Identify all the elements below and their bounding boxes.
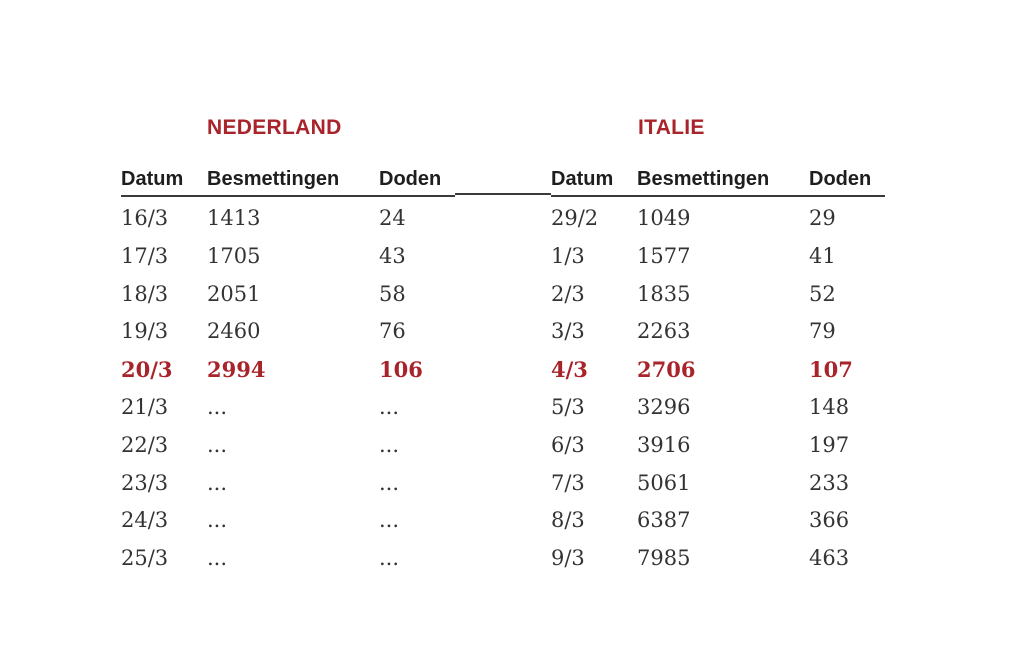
cell-datum: 5/3 (551, 394, 585, 419)
cell-datum: 29/2 (551, 206, 599, 230)
table-row (121, 273, 455, 311)
cell-datum: 3/3 (551, 319, 585, 344)
cell-datum: 17/3 (121, 243, 169, 268)
cell-besmettingen: 6387 (637, 508, 691, 533)
cell-datum: 22/3 (121, 432, 169, 457)
table-row (121, 537, 455, 575)
cell-besmettingen: 2460 (207, 319, 261, 344)
italie-title: ITALIE (638, 116, 705, 139)
cell-datum: 16/3 (121, 206, 169, 230)
header-besmettingen: Besmettingen (637, 168, 770, 190)
header-datum: Datum (551, 168, 614, 190)
cell-doden: 24 (379, 206, 406, 230)
table-row (121, 310, 455, 348)
cell-doden: 58 (379, 281, 406, 306)
table-row (121, 235, 455, 273)
cell-datum: 7/3 (551, 470, 585, 495)
cell-besmettingen: 7985 (637, 546, 691, 571)
header-datum: Datum (121, 168, 184, 190)
italie-rows (551, 197, 885, 575)
cell-besmettingen: 3916 (637, 432, 691, 457)
cell-datum: 19/3 (121, 319, 169, 344)
table-row (551, 386, 885, 424)
cell-doden: 41 (809, 243, 836, 268)
nederland-header-row (121, 168, 455, 197)
cell-doden: ... (379, 432, 400, 457)
cell-datum: 6/3 (551, 432, 585, 457)
table-row (551, 310, 885, 348)
cell-datum: 9/3 (551, 546, 585, 571)
header-besmettingen: Besmettingen (207, 168, 340, 190)
cell-doden: 79 (809, 319, 836, 344)
cell-datum: 2/3 (551, 281, 585, 306)
header-doden: Doden (809, 168, 872, 190)
cell-besmettingen: 1705 (207, 243, 261, 268)
table-row (551, 348, 885, 386)
cell-doden: ... (379, 470, 400, 495)
cell-besmettingen: 3296 (637, 394, 691, 419)
cell-besmettingen: 2051 (207, 281, 261, 306)
cell-doden: 148 (809, 394, 850, 419)
cell-datum: 23/3 (121, 470, 169, 495)
cell-datum: 20/3 (121, 357, 173, 383)
table-row (121, 197, 455, 235)
cell-doden: 463 (809, 546, 850, 571)
cell-besmettingen: 2263 (637, 319, 691, 344)
table-row (121, 386, 455, 424)
cell-doden: ... (379, 508, 400, 533)
italie-table (551, 168, 885, 575)
table-row (121, 499, 455, 537)
cell-besmettingen: 2994 (207, 357, 266, 383)
cell-doden: 107 (809, 357, 853, 383)
cell-besmettingen: ... (207, 394, 228, 419)
header-doden: Doden (379, 168, 442, 190)
table-row (551, 273, 885, 311)
cell-datum: 25/3 (121, 546, 169, 571)
cell-datum: 8/3 (551, 508, 585, 533)
cell-doden: 29 (809, 206, 836, 230)
cell-besmettingen: 2706 (637, 357, 696, 383)
cell-besmettingen: 1049 (637, 206, 691, 230)
cell-doden: ... (379, 394, 400, 419)
cell-doden: 43 (379, 243, 406, 268)
cell-besmettingen: 5061 (637, 470, 691, 495)
table-row (551, 462, 885, 500)
table-row (121, 424, 455, 462)
cell-datum: 18/3 (121, 281, 169, 306)
table-row (551, 197, 885, 235)
nederland-table (121, 168, 455, 575)
cell-datum: 21/3 (121, 394, 169, 419)
cell-doden: 76 (379, 319, 406, 344)
nederland-rows (121, 197, 455, 575)
table-row (551, 537, 885, 575)
cell-besmettingen: 1413 (207, 206, 261, 230)
table-row (551, 235, 885, 273)
cell-doden: 52 (809, 281, 836, 306)
cell-doden: ... (379, 546, 400, 571)
table-row (551, 424, 885, 462)
cell-datum: 1/3 (551, 243, 585, 268)
cell-doden: 197 (809, 432, 850, 457)
nederland-title: NEDERLAND (207, 116, 342, 139)
cell-besmettingen: ... (207, 470, 228, 495)
cell-besmettingen: ... (207, 546, 228, 571)
cell-datum: 4/3 (551, 357, 588, 383)
cell-besmettingen: 1577 (637, 243, 691, 268)
cell-doden: 106 (379, 357, 423, 383)
cell-doden: 366 (809, 508, 850, 533)
table-row (121, 462, 455, 500)
cell-datum: 24/3 (121, 508, 169, 533)
table-row (121, 348, 455, 386)
cell-besmettingen: ... (207, 508, 228, 533)
italie-header-row (551, 168, 885, 197)
cell-besmettingen: ... (207, 432, 228, 457)
cell-doden: 233 (809, 470, 850, 495)
header-divider (455, 193, 551, 195)
table-row (551, 499, 885, 537)
cell-besmettingen: 1835 (637, 281, 691, 306)
